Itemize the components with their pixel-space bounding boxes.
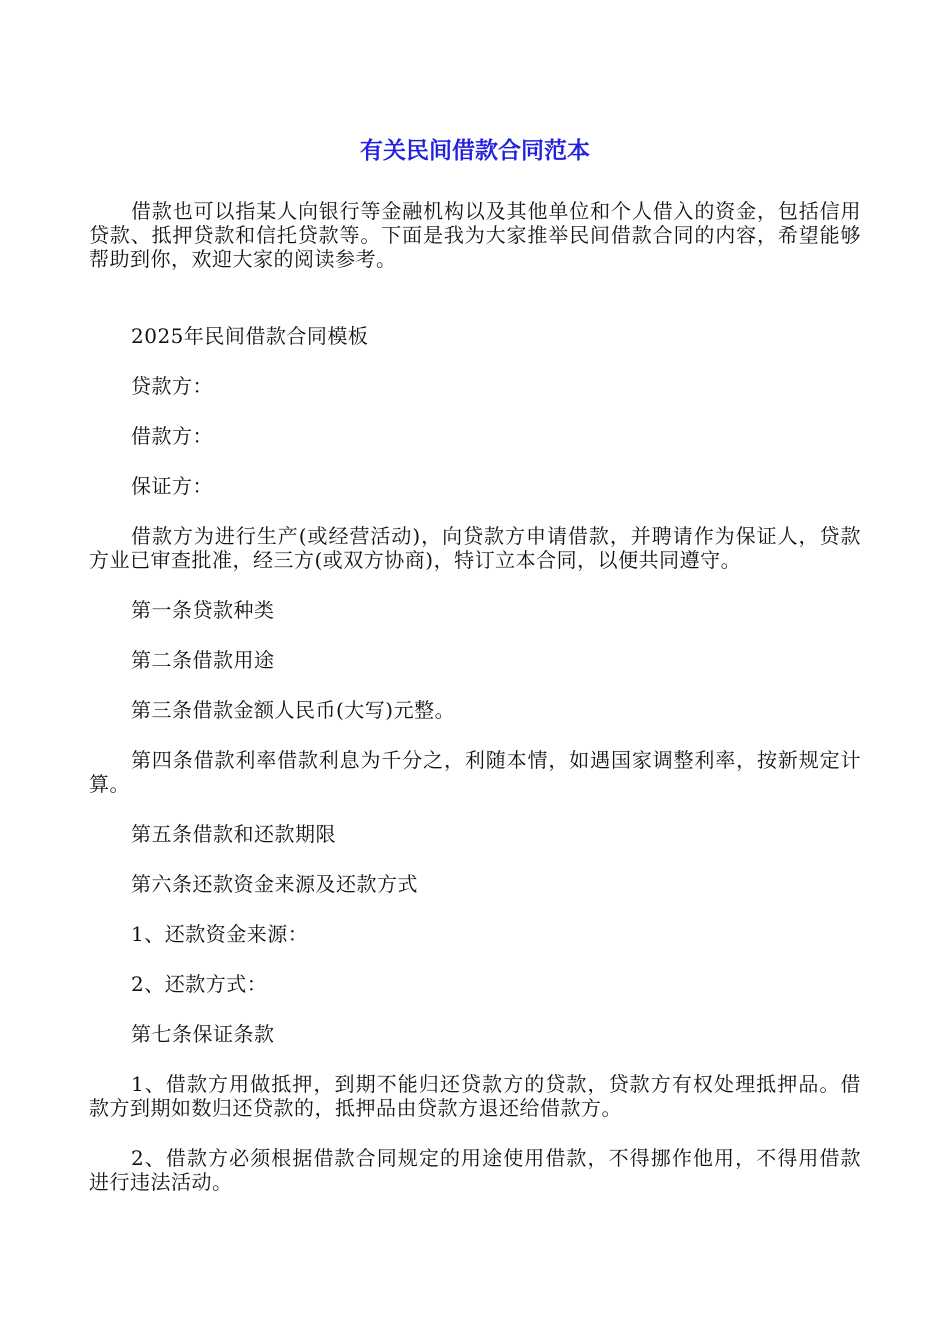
article-7: 第七条保证条款 bbox=[131, 1022, 275, 1046]
contract-heading: 2025年民间借款合同模板 bbox=[131, 324, 369, 348]
preamble-paragraph: 借款方为进行生产(或经营活动)，向贷款方申请借款，并聘请作为保证人，贷款方业已审查批准，经三方(或双方协商)，特订立本合同，以便共同遵守。 bbox=[89, 524, 861, 572]
guarantee-clause-1: 1、借款方用做抵押，到期不能归还贷款方的贷款，贷款方有权处理抵押品。借款方到期如数归还贷款的，抵押品由贷款方退还给借款方。 bbox=[89, 1072, 861, 1120]
lender-line: 贷款方： bbox=[131, 374, 213, 398]
article-1: 第一条贷款种类 bbox=[131, 598, 275, 622]
guarantee-clause-2: 2、借款方必须根据借款合同规定的用途使用借款，不得挪作他用，不得用借款进行违法活动。 bbox=[89, 1146, 861, 1194]
document-title: 有关民间借款合同范本 bbox=[360, 138, 590, 164]
repayment-method: 2、还款方式： bbox=[131, 972, 268, 996]
article-2: 第二条借款用途 bbox=[131, 648, 275, 672]
article-6: 第六条还款资金来源及还款方式 bbox=[131, 872, 418, 896]
article-4: 第四条借款利率借款利息为千分之，利随本情，如遇国家调整利率，按新规定计算。 bbox=[89, 748, 861, 796]
article-3: 第三条借款金额人民币(大写)元整。 bbox=[131, 698, 456, 722]
guarantor-line: 保证方： bbox=[131, 474, 213, 498]
article-5: 第五条借款和还款期限 bbox=[131, 822, 336, 846]
intro-paragraph: 借款也可以指某人向银行等金融机构以及其他单位和个人借入的资金，包括信用贷款、抵押贷款和信托贷款等。下面是我为大家推举民间借款合同的内容，希望能够帮助到你，欢迎大家的阅读参考。 bbox=[89, 199, 861, 271]
repayment-source: 1、还款资金来源： bbox=[131, 922, 309, 946]
borrower-line: 借款方： bbox=[131, 424, 213, 448]
